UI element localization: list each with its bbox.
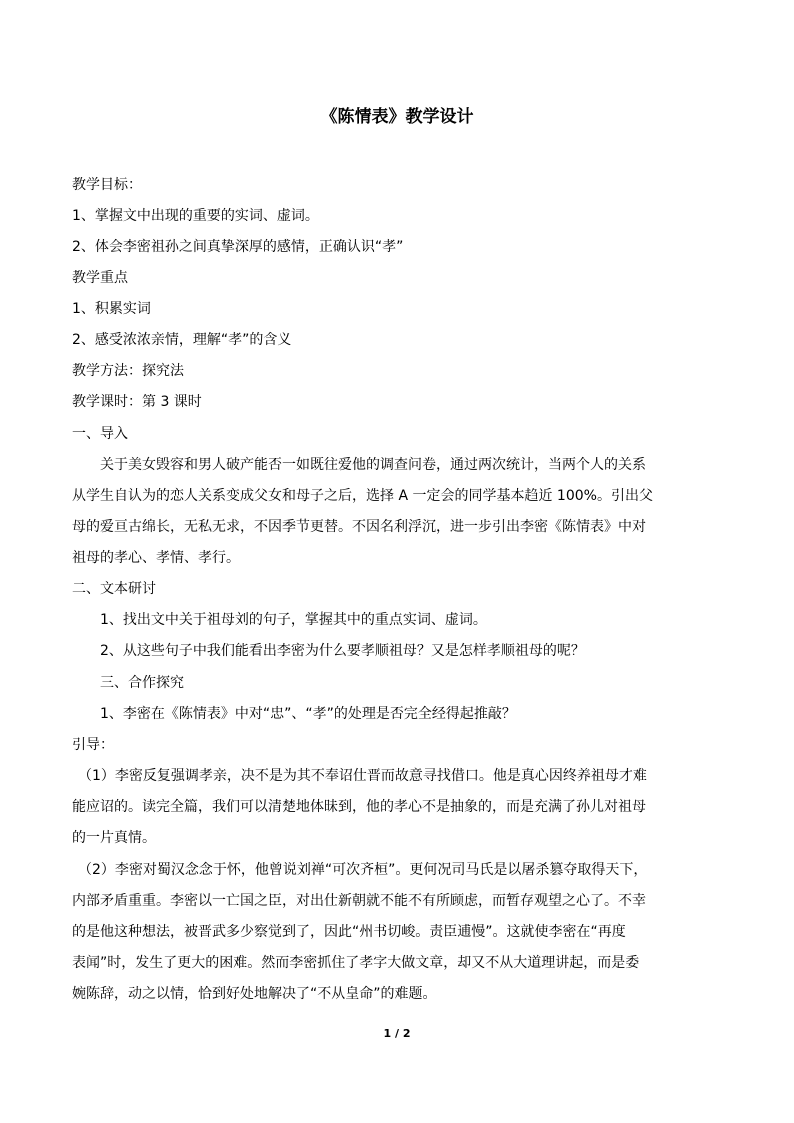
objective-item: 2、体会李密祖孙之间真挚深厚的感情，正确认识“孝”: [72, 239, 404, 255]
objectives-heading: 教学目标：: [72, 177, 142, 193]
section-heading-intro: 一、导入: [72, 426, 128, 442]
guide-paragraph-line: 能应诏的。读完全篇，我们可以清楚地体昧到，他的孝心不是抽象的，而是充满了孙儿对祖母: [72, 799, 646, 815]
guide-paragraph-line: （1）李密反复强调孝亲，决不是为其不奉诏仕晋而故意寻找借口。他是真心因终养祖母才难: [78, 768, 647, 784]
section-heading-cooperative: 三、合作探究: [100, 675, 184, 691]
objective-item: 1、掌握文中出现的重要的实词、虚词。: [72, 208, 319, 224]
guide-paragraph-line: 的一片真情。: [72, 830, 156, 846]
document-title: 《陈情表》教学设计: [320, 107, 474, 127]
page-number: 1 / 2: [383, 1027, 411, 1040]
intro-paragraph-line: 从学生自认为的恋人关系变成父女和母子之后，选择 A 一定会的同学基本趋近 100%。引出父: [72, 488, 653, 504]
key-points-heading: 教学重点: [72, 270, 128, 286]
guide-paragraph-line: （2）李密对蜀汉念念于怀，他曾说刘禅“可次齐桓”。更何况司马氏是以屠杀篡夺取得天下，: [78, 862, 648, 878]
section-heading-text-study: 二、文本研讨: [72, 581, 156, 597]
teaching-hours: 教学课时：第 3 课时: [72, 394, 202, 410]
guide-paragraph-line: 表闻”时，发生了更大的困难。然而李密抓住了孝字大做文章，却又不从大道理讲起，而是委: [72, 955, 640, 971]
key-point-item: 1、积累实词: [72, 301, 151, 317]
guide-heading: 引导：: [72, 737, 114, 753]
guide-paragraph-line: 内部矛盾重重。李密以一亡国之臣，对出仕新朝就不能不有所顾虑，而暂存观望之心了。不幸: [72, 893, 646, 909]
explore-item: 1、李密在《陈情表》中对“忠”、“孝”的处理是否完全经得起推敲？: [100, 706, 516, 722]
key-point-item: 2、感受浓浓亲情，理解“孝”的含义: [72, 332, 292, 348]
study-item: 2、从这些句子中我们能看出李密为什么要孝顺祖母？又是怎样孝顺祖母的呢？: [100, 643, 585, 659]
guide-paragraph-line: 的是他这种想法，被晋武多少察觉到了，因此“州书切峻。责臣逋慢”。这就使李密在“再度: [72, 924, 626, 940]
intro-paragraph-line: 祖母的孝心、孝情、孝行。: [72, 550, 240, 566]
study-item: 1、找出文中关于祖母刘的句子，掌握其中的重点实词、虚词。: [100, 612, 487, 628]
intro-paragraph-line: 关于美女毁容和男人破产能否一如既往爱他的调查问卷，通过两次统计，当两个人的关系: [100, 457, 646, 473]
guide-paragraph-line: 婉陈辞，动之以情，恰到好处地解决了“不从皇命”的难题。: [72, 986, 437, 1002]
intro-paragraph-line: 母的爱亘古绵长，无私无求，不因季节更替。不因名利浮沉，进一步引出李密《陈情表》中对: [72, 519, 646, 535]
teaching-method: 教学方法：探究法: [72, 363, 184, 379]
